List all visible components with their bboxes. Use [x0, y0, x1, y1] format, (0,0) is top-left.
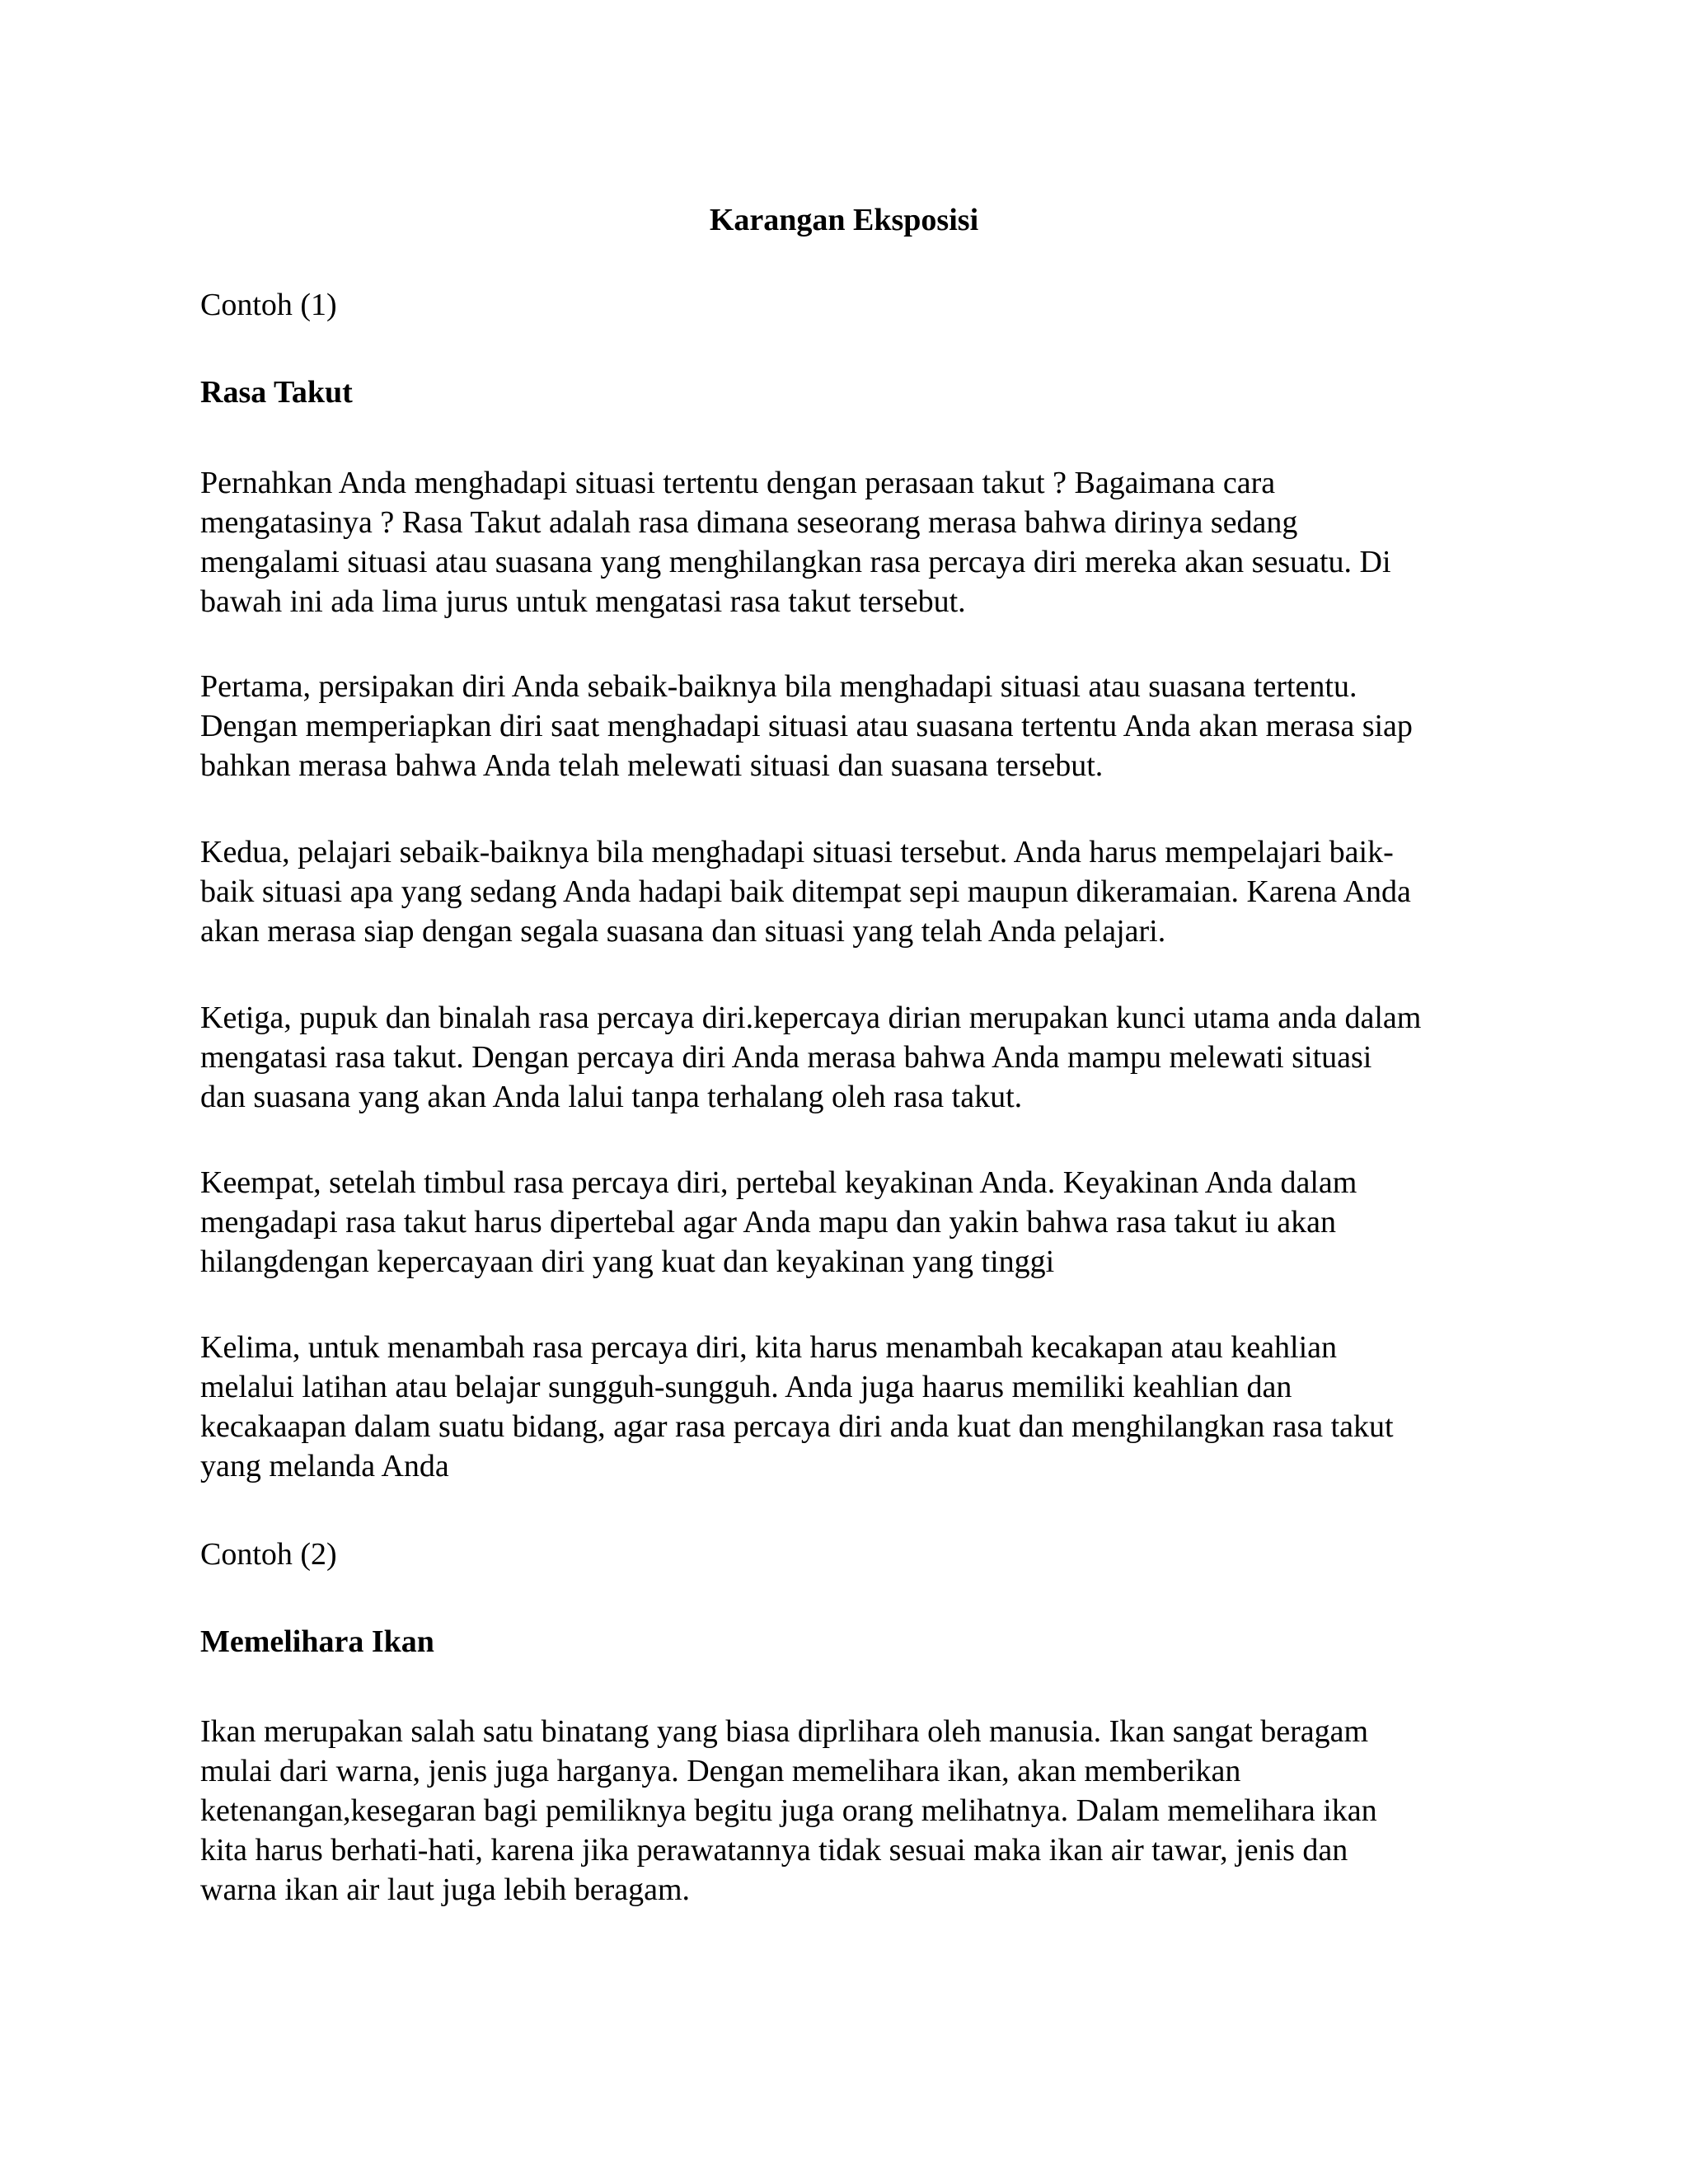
paragraph-line: mengatasinya ? Rasa Takut adalah rasa dimana seseorang merasa bahwa dirinya sedang — [200, 505, 1298, 540]
paragraph-kelima — [200, 1328, 1503, 1486]
paragraph-line: Ikan merupakan salah satu binatang yang biasa diprlihara oleh manusia. Ikan sangat beragam — [200, 1714, 1369, 1749]
example-1-heading: Rasa Takut — [200, 375, 353, 410]
paragraph-line: Pernahkan Anda menghadapi situasi tertentu dengan perasaan takut ? Bagaimana cara — [200, 466, 1276, 500]
paragraph-ikan — [200, 1712, 1503, 1910]
example-1-label: Contoh (1) — [200, 288, 337, 322]
paragraph-line: mengalami situasi atau suasana yang menghilangkan rasa percaya diri mereka akan sesuatu. Di — [200, 545, 1391, 579]
paragraph-keempat — [200, 1163, 1503, 1282]
paragraph-line: Ketiga, pupuk dan binalah rasa percaya diri.kepercaya dirian merupakan kunci utama anda dalam — [200, 1001, 1422, 1035]
example-2-label: Contoh (2) — [200, 1537, 337, 1572]
paragraph-pertama — [200, 667, 1503, 785]
paragraph-line: Pertama, persipakan diri Anda sebaik-baiknya bila menghadapi situasi atau suasana tertentu. — [200, 669, 1357, 704]
paragraph-line: yang melanda Anda — [200, 1449, 449, 1483]
paragraph-line: melalui latihan atau belajar sungguh-sungguh. Anda juga haarus memiliki keahlian dan — [200, 1370, 1292, 1404]
paragraph-line: kecakaapan dalam suatu bidang, agar rasa percaya diri anda kuat dan menghilangkan rasa takut — [200, 1409, 1394, 1444]
paragraph-line: Kedua, pelajari sebaik-baiknya bila menghadapi situasi tersebut. Anda harus mempelajari baik- — [200, 835, 1394, 869]
paragraph-line: bawah ini ada lima jurus untuk mengatasi rasa takut tersebut. — [200, 584, 966, 619]
paragraph-line: akan merasa siap dengan segala suasana dan situasi yang telah Anda pelajari. — [200, 914, 1166, 949]
paragraph-line: mengatasi rasa takut. Dengan percaya diri Anda merasa bahwa Anda mampu melewati situasi — [200, 1040, 1372, 1075]
paragraph-line: Dengan memperiapkan diri saat menghadapi situasi atau suasana tertentu Anda akan merasa siap — [200, 709, 1413, 743]
paragraph-line: bahkan merasa bahwa Anda telah melewati situasi dan suasana tersebut. — [200, 748, 1104, 783]
paragraph-kedua — [200, 832, 1503, 951]
paragraph-line: kita harus berhati-hati, karena jika perawatannya tidak sesuai maka ikan air tawar, jenis dan — [200, 1833, 1348, 1868]
paragraph-line: Keempat, setelah timbul rasa percaya diri, pertebal keyakinan Anda. Keyakinan Anda dalam — [200, 1165, 1357, 1200]
paragraph-line: Kelima, untuk menambah rasa percaya diri, kita harus menambah kecakapan atau keahlian — [200, 1330, 1338, 1365]
paragraph-line: mulai dari warna, jenis juga harganya. Dengan memelihara ikan, akan memberikan — [200, 1754, 1241, 1788]
paragraph-line: warna ikan air laut juga lebih beragam. — [200, 1872, 691, 1907]
paragraph-line: hilangdengan kepercayaan diri yang kuat dan keyakinan yang tinggi — [200, 1244, 1055, 1279]
document-title: Karangan Eksposisi — [709, 203, 979, 237]
paragraph-intro — [200, 463, 1503, 621]
paragraph-line: baik situasi apa yang sedang Anda hadapi baik ditempat sepi maupun dikeramaian. Karena Anda — [200, 874, 1411, 909]
example-2-heading: Memelihara Ikan — [200, 1624, 434, 1659]
paragraph-line: mengadapi rasa takut harus dipertebal agar Anda mapu dan yakin bahwa rasa takut iu akan — [200, 1205, 1337, 1240]
paragraph-ketiga — [200, 998, 1503, 1117]
paragraph-line: ketenangan,kesegaran bagi pemiliknya begitu juga orang melihatnya. Dalam memelihara ikan — [200, 1793, 1377, 1828]
paragraph-line: dan suasana yang akan Anda lalui tanpa terhalang oleh rasa takut. — [200, 1080, 1023, 1114]
